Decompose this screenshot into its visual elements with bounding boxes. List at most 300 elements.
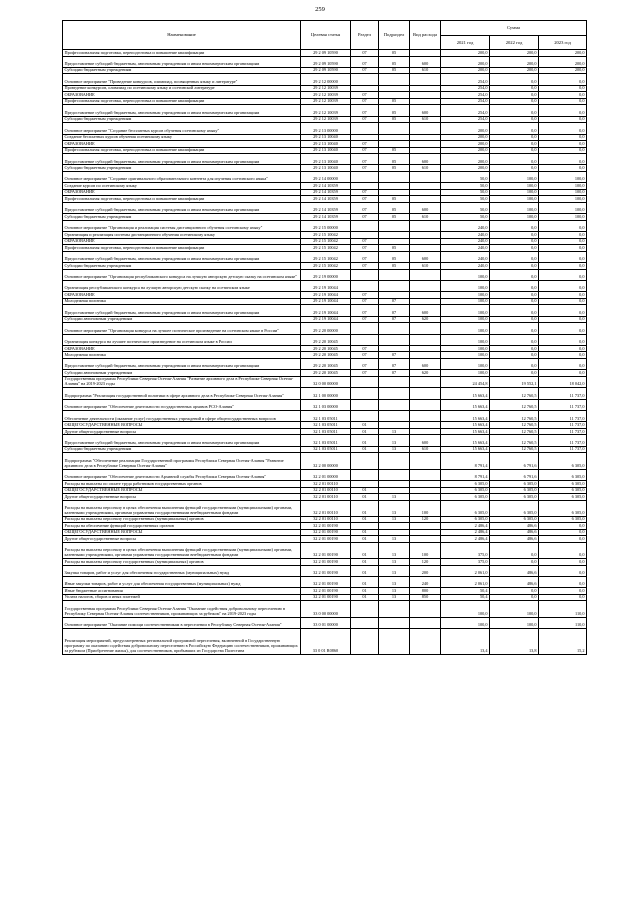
cell-sum-2023: 0,0 — [539, 536, 587, 543]
cell-sum-2023: 0,0 — [539, 98, 587, 105]
cell-sum-2023: 0,0 — [539, 594, 587, 601]
cell-sum-2023: 0,0 — [539, 298, 587, 305]
cell-sum-2023: 0,0 — [539, 134, 587, 141]
cell-subsection: 07 — [379, 298, 410, 305]
cell-name: ОБРАЗОВАНИЕ — [63, 238, 301, 245]
cell-name: Государственная программа Республики Северная Осетия-Алания "Развитие архивного дела в Республике Северная Осетия-Алания" на 2019-2023 годы — [63, 376, 301, 387]
cell-subsection: 05 — [379, 196, 410, 203]
cell-type: 600 — [410, 305, 441, 316]
cell-name: Молодежная политика — [63, 352, 301, 359]
cell-code: 29 2 15 10042 — [301, 245, 351, 252]
cell-code: 29 2 19 10044 — [301, 316, 351, 323]
cell-sum-2022: 0,0 — [490, 238, 539, 245]
cell-sum-2022: 100,0 — [490, 214, 539, 221]
cell-sum-2022: 0,0 — [490, 594, 539, 601]
cell-sum-2022: 0,0 — [490, 134, 539, 141]
header-code: Целевая статья — [301, 21, 351, 50]
cell-subsection: 13 — [379, 516, 410, 523]
cell-type: 600 — [410, 154, 441, 165]
table-row — [63, 542, 587, 558]
cell-sum-2021: 200,0 — [441, 141, 490, 148]
cell-type — [410, 411, 441, 422]
cell-name: Профессиональная подготовка, переподготовка и повышение квалификации — [63, 245, 301, 252]
cell-type: 120 — [410, 516, 441, 523]
cell-section: 07 — [351, 147, 379, 154]
cell-sum-2021: 100,0 — [441, 292, 490, 299]
cell-code: 29 2 20 10045 — [301, 358, 351, 369]
cell-section: 07 — [351, 92, 379, 99]
cell-type: 100 — [410, 542, 441, 558]
cell-section: 01 — [351, 594, 379, 601]
cell-type — [410, 280, 441, 291]
cell-name: Расходы на обеспечение функций государственных органов — [63, 523, 301, 530]
cell-name: Обеспечение деятельности (оказание услуг) государственных учреждений в сфере общегосударственных вопросов — [63, 411, 301, 422]
cell-name: Основное мероприятие "Организация республиканского конкурса на лучшую авторскую детскую сказку на осетинском языке" — [63, 269, 301, 280]
table-row — [63, 74, 587, 85]
cell-code: 32 2 01 00190 — [301, 542, 351, 558]
cell-sum-2022: 0,0 — [490, 542, 539, 558]
cell-sum-2022: 0,0 — [490, 358, 539, 369]
cell-subsection: 13 — [379, 435, 410, 446]
cell-sum-2022: 0,0 — [490, 165, 539, 172]
cell-sum-2021: 100,0 — [441, 298, 490, 305]
cell-section — [351, 334, 379, 345]
cell-sum-2023: 100,0 — [539, 183, 587, 190]
cell-sum-2022: 0,0 — [490, 220, 539, 231]
cell-sum-2023: 0,0 — [539, 345, 587, 352]
cell-code: 32 2 01 00110 — [301, 500, 351, 516]
cell-section: 01 — [351, 576, 379, 587]
cell-code: 32 2 01 00190 — [301, 576, 351, 587]
cell-sum-2022: 0,0 — [490, 74, 539, 85]
cell-sum-2021: 6 305,0 — [441, 481, 490, 488]
cell-type: 610 — [410, 214, 441, 221]
cell-section: 07 — [351, 202, 379, 213]
cell-type — [410, 388, 441, 399]
cell-section — [351, 220, 379, 231]
cell-sum-2021: 2 061,0 — [441, 565, 490, 576]
cell-name: Создание курсов по осетинскому языку — [63, 183, 301, 190]
cell-name: Основное мероприятие "Создание оригинального образовательного контента для изучения осетинского языка" — [63, 171, 301, 182]
cell-section: 07 — [351, 292, 379, 299]
cell-sum-2023: 11 737,0 — [539, 399, 587, 410]
cell-section: 07 — [351, 154, 379, 165]
cell-sum-2021: 254,0 — [441, 74, 490, 85]
cell-sum-2022: 12 760,5 — [490, 411, 539, 422]
table-row — [63, 305, 587, 316]
cell-section — [351, 269, 379, 280]
cell-section: 07 — [351, 263, 379, 270]
cell-sum-2023: 0,0 — [539, 358, 587, 369]
cell-subsection: 05 — [379, 214, 410, 221]
cell-sum-2021: 200,0 — [441, 134, 490, 141]
header-year-2021: 2021 год — [441, 36, 490, 50]
cell-section: 07 — [351, 316, 379, 323]
cell-code: 29 2 14 10359 — [301, 196, 351, 203]
cell-name: Подпрограмма "Реализация государственной политики в сфере архивного дела в Республике Северная Осетия-Алания" — [63, 388, 301, 399]
cell-subsection: 05 — [379, 154, 410, 165]
cell-sum-2022: 0,0 — [490, 323, 539, 334]
cell-sum-2022: 0,0 — [490, 154, 539, 165]
cell-sum-2022: 0,0 — [490, 232, 539, 239]
cell-sum-2022: 12 760,5 — [490, 446, 539, 453]
cell-sum-2023: 0,0 — [539, 220, 587, 231]
cell-name: Создание бесплатных курсов обучения осетинскому языку — [63, 134, 301, 141]
cell-type: 610 — [410, 165, 441, 172]
cell-sum-2023: 11 737,0 — [539, 388, 587, 399]
cell-sum-2023: 0,0 — [539, 542, 587, 558]
cell-sum-2021: 24 454,8 — [441, 376, 490, 387]
cell-subsection: 07 — [379, 316, 410, 323]
cell-section: 01 — [351, 516, 379, 523]
cell-name: Организация конкурса на лучшее поэтическое произведение на осетинском языке в России — [63, 334, 301, 345]
cell-section: 07 — [351, 345, 379, 352]
cell-name: Субсидии автономным учреждениям — [63, 370, 301, 377]
cell-code: 32 1 03 05011 — [301, 422, 351, 429]
cell-subsection: 13 — [379, 594, 410, 601]
cell-name: Предоставление субсидий бюджетным, автономным учреждениям и иным некоммерческим организациям — [63, 305, 301, 316]
cell-name: ОБЩЕГОСУДАРСТВЕННЫЕ ВОПРОСЫ — [63, 529, 301, 536]
cell-code: 29 2 12 10039 — [301, 92, 351, 99]
cell-sum-2022: 100,0 — [490, 202, 539, 213]
cell-sum-2022: 0,0 — [490, 345, 539, 352]
cell-section: 01 — [351, 565, 379, 576]
cell-sum-2023: 0,0 — [539, 92, 587, 99]
cell-sum-2022: 6 305,0 — [490, 494, 539, 501]
cell-sum-2021: 15 663,4 — [441, 428, 490, 435]
cell-subsection: 05 — [379, 263, 410, 270]
cell-sum-2023: 0,0 — [539, 123, 587, 134]
cell-section — [351, 399, 379, 410]
cell-sum-2023: 0,0 — [539, 576, 587, 587]
cell-sum-2022: 0,0 — [490, 292, 539, 299]
cell-code: 29 2 20 10045 — [301, 345, 351, 352]
page-number: 259 — [315, 6, 325, 13]
cell-sum-2022: 486,6 — [490, 576, 539, 587]
cell-subsection: 07 — [379, 352, 410, 359]
cell-section: 07 — [351, 56, 379, 67]
cell-subsection: 05 — [379, 67, 410, 74]
cell-type — [410, 74, 441, 85]
cell-sum-2021: 100,0 — [441, 601, 490, 617]
cell-sum-2022: 0,0 — [490, 147, 539, 154]
cell-sum-2022: 0,0 — [490, 85, 539, 92]
cell-sum-2022: 0,0 — [490, 305, 539, 316]
cell-type: 120 — [410, 559, 441, 566]
cell-subsection: 13 — [379, 500, 410, 516]
cell-subsection — [379, 74, 410, 85]
cell-type: 600 — [410, 56, 441, 67]
cell-section: 07 — [351, 105, 379, 116]
cell-subsection: 13 — [379, 494, 410, 501]
cell-sum-2022: 200,0 — [490, 67, 539, 74]
cell-section — [351, 453, 379, 469]
cell-subsection: 13 — [379, 536, 410, 543]
cell-sum-2023: 0,0 — [539, 245, 587, 252]
cell-type: 600 — [410, 251, 441, 262]
cell-subsection: 05 — [379, 50, 410, 57]
cell-subsection — [379, 411, 410, 422]
cell-code: 33 0 00 00000 — [301, 601, 351, 617]
cell-subsection: 05 — [379, 165, 410, 172]
cell-subsection: 05 — [379, 56, 410, 67]
cell-code: 29 2 09 10590 — [301, 50, 351, 57]
cell-subsection — [379, 123, 410, 134]
cell-subsection — [379, 376, 410, 387]
cell-sum-2023: 100,0 — [539, 171, 587, 182]
cell-sum-2021: 375,0 — [441, 542, 490, 558]
table-row — [63, 601, 587, 617]
cell-type: 610 — [410, 116, 441, 123]
cell-sum-2021: 50,4 — [441, 594, 490, 601]
cell-section: 01 — [351, 588, 379, 595]
cell-name: Субсидии бюджетным учреждениям — [63, 116, 301, 123]
cell-sum-2021: 254,0 — [441, 105, 490, 116]
cell-sum-2022: 6 305,0 — [490, 516, 539, 523]
cell-section: 01 — [351, 487, 379, 494]
cell-sum-2021: 50,0 — [441, 189, 490, 196]
cell-name: Предоставление субсидий бюджетным, автономным учреждениям и иным некоммерческим организациям — [63, 154, 301, 165]
cell-sum-2021: 254,0 — [441, 85, 490, 92]
cell-sum-2021: 6 305,0 — [441, 516, 490, 523]
table-row — [63, 388, 587, 399]
cell-section: 07 — [351, 116, 379, 123]
cell-code: 29 2 20 10045 — [301, 352, 351, 359]
cell-sum-2022: 12 760,5 — [490, 399, 539, 410]
table-row — [63, 576, 587, 587]
cell-sum-2022: 100,0 — [490, 617, 539, 628]
cell-code: 29 2 13 10040 — [301, 154, 351, 165]
cell-section: 01 — [351, 536, 379, 543]
cell-subsection: 13 — [379, 542, 410, 558]
cell-sum-2023: 0,0 — [539, 141, 587, 148]
table-row — [63, 629, 587, 655]
cell-sum-2021: 254,0 — [441, 98, 490, 105]
cell-type: 620 — [410, 316, 441, 323]
cell-code: 29 2 19 10044 — [301, 280, 351, 291]
cell-sum-2021: 15 663,4 — [441, 422, 490, 429]
cell-sum-2023: 6 305,0 — [539, 494, 587, 501]
table-row — [63, 469, 587, 480]
cell-sum-2022: 0,0 — [490, 588, 539, 595]
cell-sum-2023: 0,0 — [539, 565, 587, 576]
cell-code: 32 2 01 00190 — [301, 559, 351, 566]
cell-sum-2021: 100,0 — [441, 345, 490, 352]
cell-subsection: 07 — [379, 305, 410, 316]
cell-name: Субсидии бюджетным учреждениям — [63, 446, 301, 453]
cell-type: 240 — [410, 576, 441, 587]
cell-sum-2023: 100,0 — [539, 214, 587, 221]
cell-section: 01 — [351, 428, 379, 435]
cell-code: 32 1 00 00000 — [301, 388, 351, 399]
cell-subsection: 13 — [379, 446, 410, 453]
cell-name: Субсидии бюджетным учреждениям — [63, 263, 301, 270]
cell-sum-2021: 15 663,4 — [441, 446, 490, 453]
cell-sum-2022: 12 760,5 — [490, 388, 539, 399]
table-row — [63, 251, 587, 262]
cell-sum-2023: 0,0 — [539, 251, 587, 262]
cell-sum-2021: 100,0 — [441, 370, 490, 377]
cell-code: 32 1 03 05011 — [301, 446, 351, 453]
cell-sum-2022: 6 791,6 — [490, 453, 539, 469]
cell-subsection: 05 — [379, 116, 410, 123]
cell-sum-2022: 0,0 — [490, 92, 539, 99]
cell-sum-2021: 8 791,4 — [441, 453, 490, 469]
table-row — [63, 617, 587, 628]
cell-sum-2021: 200,0 — [441, 50, 490, 57]
cell-section: 01 — [351, 435, 379, 446]
cell-type — [410, 469, 441, 480]
cell-sum-2021: 200,0 — [441, 123, 490, 134]
cell-type — [410, 123, 441, 134]
cell-sum-2021: 100,0 — [441, 323, 490, 334]
cell-sum-2022: 0,0 — [490, 298, 539, 305]
cell-type — [410, 171, 441, 182]
cell-subsection: 13 — [379, 559, 410, 566]
cell-sum-2023: 6 305,0 — [539, 453, 587, 469]
cell-code: 32 2 01 00000 — [301, 469, 351, 480]
table-row — [63, 123, 587, 134]
cell-code: 29 2 13 00000 — [301, 123, 351, 134]
cell-name: Предоставление субсидий бюджетным, автономным учреждениям и иным некоммерческим организациям — [63, 358, 301, 369]
budget-table — [62, 20, 587, 655]
cell-section: 07 — [351, 98, 379, 105]
cell-sum-2022: 0,0 — [490, 352, 539, 359]
cell-section: 07 — [351, 305, 379, 316]
cell-code: 32 2 01 00190 — [301, 536, 351, 543]
cell-sum-2021: 50,0 — [441, 171, 490, 182]
cell-name: ОБЩЕГОСУДАРСТВЕННЫЕ ВОПРОСЫ — [63, 422, 301, 429]
cell-section: 07 — [351, 165, 379, 172]
cell-section — [351, 280, 379, 291]
cell-sum-2022: 0,0 — [490, 116, 539, 123]
cell-code: 32 2 01 00190 — [301, 565, 351, 576]
cell-sum-2021: 13,4 — [441, 629, 490, 655]
cell-sum-2021: 50,4 — [441, 588, 490, 595]
cell-code: 29 2 20 00000 — [301, 323, 351, 334]
cell-type: 600 — [410, 105, 441, 116]
cell-sum-2022: 0,0 — [490, 559, 539, 566]
cell-sum-2021: 240,0 — [441, 220, 490, 231]
cell-name: Подпрограмма "Обеспечение реализации Государственной программы Республики Северная Осетия-Алания "Развитие архивного дела в Республике Северная Осетия-Алания" — [63, 453, 301, 469]
cell-code: 29 2 15 10042 — [301, 263, 351, 270]
cell-code: 29 2 12 10039 — [301, 116, 351, 123]
cell-sum-2023: 0,0 — [539, 334, 587, 345]
cell-section: 07 — [351, 298, 379, 305]
cell-code: 32 2 01 00190 — [301, 529, 351, 536]
table-row — [63, 565, 587, 576]
cell-sum-2021: 50,0 — [441, 183, 490, 190]
cell-sum-2022: 6 305,0 — [490, 500, 539, 516]
cell-name: ОБЩЕГОСУДАРСТВЕННЫЕ ВОПРОСЫ — [63, 487, 301, 494]
cell-sum-2023: 100,0 — [539, 189, 587, 196]
cell-sum-2021: 2 061,0 — [441, 576, 490, 587]
cell-sum-2022: 12 760,5 — [490, 428, 539, 435]
cell-sum-2022: 0,0 — [490, 334, 539, 345]
table-row — [63, 500, 587, 516]
cell-code: 29 2 19 10044 — [301, 298, 351, 305]
cell-section: 07 — [351, 245, 379, 252]
cell-name: Предоставление субсидий бюджетным, автономным учреждениям и иным некоммерческим организациям — [63, 105, 301, 116]
cell-code: 29 2 15 10042 — [301, 251, 351, 262]
cell-section — [351, 617, 379, 628]
cell-name: Субсидии бюджетным учреждениям — [63, 67, 301, 74]
cell-subsection — [379, 629, 410, 655]
cell-section — [351, 123, 379, 134]
cell-sum-2021: 2 486,4 — [441, 536, 490, 543]
cell-sum-2022: 0,0 — [490, 98, 539, 105]
cell-sum-2022: 100,0 — [490, 183, 539, 190]
cell-sum-2023: 11 737,0 — [539, 435, 587, 446]
cell-type: 620 — [410, 370, 441, 377]
cell-name: Уплата налогов, сборов и иных платежей — [63, 594, 301, 601]
cell-sum-2022: 0,0 — [490, 105, 539, 116]
cell-name: Расходы на выплаты персоналу в целях обеспечения выполнения функций государственными (муниципальными) органами, казенными учреждениями, органами управления государственными внебюджетными фондами — [63, 542, 301, 558]
cell-sum-2023: 6 305,0 — [539, 481, 587, 488]
cell-code: 32 2 01 00110 — [301, 487, 351, 494]
cell-name: Расходы на выплаты персоналу государственных (муниципальных) органов — [63, 516, 301, 523]
cell-sum-2022: 200,0 — [490, 50, 539, 57]
cell-sum-2021: 6 305,0 — [441, 487, 490, 494]
cell-code: 29 2 14 10359 — [301, 202, 351, 213]
cell-subsection: 05 — [379, 245, 410, 252]
cell-name: Организация и реализация системы дистанционного обучения осетинскому языку — [63, 232, 301, 239]
cell-code: 29 2 14 10359 — [301, 189, 351, 196]
cell-type — [410, 617, 441, 628]
cell-name: Предоставление субсидий бюджетным, автономным учреждениям и иным некоммерческим организациям — [63, 435, 301, 446]
cell-code: 29 2 12 10039 — [301, 98, 351, 105]
cell-sum-2021: 15 663,4 — [441, 399, 490, 410]
cell-sum-2021: 2 486,4 — [441, 523, 490, 530]
cell-sum-2023: 200,0 — [539, 67, 587, 74]
cell-sum-2022: 486,6 — [490, 523, 539, 530]
cell-type: 100 — [410, 500, 441, 516]
header-sums: Сумма — [441, 21, 587, 36]
cell-code: 32 1 03 05011 — [301, 411, 351, 422]
cell-section: 07 — [351, 196, 379, 203]
cell-section — [351, 601, 379, 617]
cell-name: Профессиональная подготовка, переподготовка и повышение квалификации — [63, 147, 301, 154]
cell-section: 07 — [351, 352, 379, 359]
cell-name: Другие общегосударственные вопросы — [63, 536, 301, 543]
cell-sum-2023: 100,0 — [539, 202, 587, 213]
cell-code: 29 2 15 10042 — [301, 232, 351, 239]
cell-sum-2023: 0,0 — [539, 263, 587, 270]
cell-subsection: 13 — [379, 428, 410, 435]
cell-name: Проведение конкурсов, олимпиад по осетинскому языку и осетинской литературе — [63, 85, 301, 92]
cell-sum-2021: 100,0 — [441, 280, 490, 291]
cell-sum-2023: 200,0 — [539, 50, 587, 57]
cell-sum-2022: 0,0 — [490, 316, 539, 323]
cell-name: ОБРАЗОВАНИЕ — [63, 92, 301, 99]
cell-sum-2023: 0,0 — [539, 147, 587, 154]
cell-type — [410, 376, 441, 387]
cell-section — [351, 388, 379, 399]
cell-code: 32 1 03 05011 — [301, 435, 351, 446]
cell-name: Расходы на выплаты по оплате труда работников государственных органов — [63, 481, 301, 488]
cell-code: 29 2 12 10039 — [301, 105, 351, 116]
cell-sum-2021: 200,0 — [441, 165, 490, 172]
cell-type — [410, 323, 441, 334]
cell-code: 32 2 01 00190 — [301, 523, 351, 530]
cell-sum-2021: 50,0 — [441, 214, 490, 221]
cell-type — [410, 601, 441, 617]
cell-section: 07 — [351, 238, 379, 245]
cell-sum-2023: 0,0 — [539, 280, 587, 291]
cell-sum-2021: 240,0 — [441, 238, 490, 245]
cell-sum-2022: 6 305,0 — [490, 481, 539, 488]
cell-sum-2023: 11 737,0 — [539, 428, 587, 435]
